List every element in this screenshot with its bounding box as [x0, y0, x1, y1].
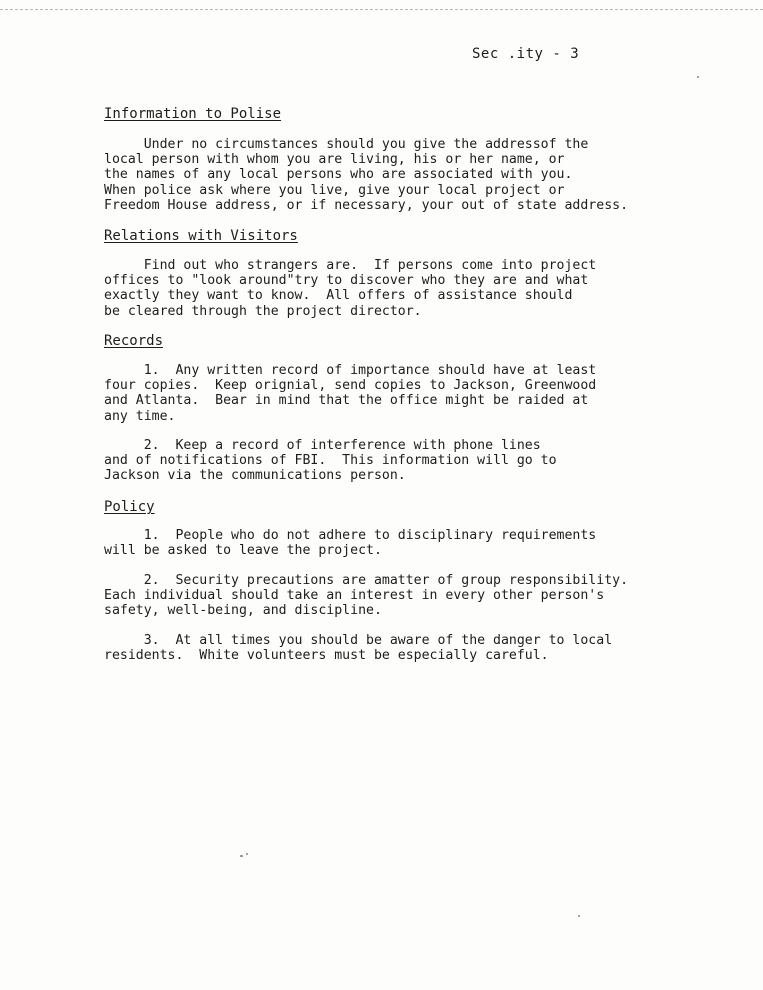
paragraph-policy-1: 1. People who do not adhere to disciplinary requirements will be asked to leave the project. [104, 528, 597, 559]
scan-speck [246, 853, 248, 855]
scan-speck [578, 915, 580, 917]
page-top-edge [0, 0, 763, 10]
paragraph-policy-2: 2. Security precautions are amatter of group responsibility. Each individual should take an interest in every other person's safety, well-being, and discipline. [104, 573, 629, 619]
page-header: Sec .ity - 3 [472, 46, 580, 62]
paragraph-records-1: 1. Any written record of importance should have at least four copies. Keep orignial, send copies to Jackson, Greenwood and Atlanta. Bear in mind that the office might be raided at any time. [104, 363, 597, 424]
scan-speck [697, 76, 699, 78]
paragraph-records-2: 2. Keep a record of interference with phone lines and of notifications of FBI. This information will go to Jackson via the communications person. [104, 438, 557, 484]
section-heading-relations-with-visitors: Relations with Visitors [104, 228, 298, 244]
section-heading-policy: Policy [104, 499, 155, 515]
paragraph-policy-3: 3. At all times you should be aware of the danger to local residents. White volunteers must be especially careful. [104, 633, 613, 664]
paragraph-relations-with-visitors: Find out who strangers are. If persons come into project offices to "look around"try to discover who they are and what exactly they want to know. All offers of assistance should be cleared through the project director. [104, 258, 597, 319]
paragraph-information-to-police: Under no circumstances should you give the addressof the local person with whom you are living, his or her name, or the names of any local persons who are associated with you. When police ask where you live, give your local project or Freedom House address, or if necessary, your out of state address. [104, 137, 629, 213]
scan-speck [240, 855, 243, 857]
section-heading-information-to-police: Information to Polise [104, 106, 282, 122]
section-heading-records: Records [104, 333, 164, 349]
